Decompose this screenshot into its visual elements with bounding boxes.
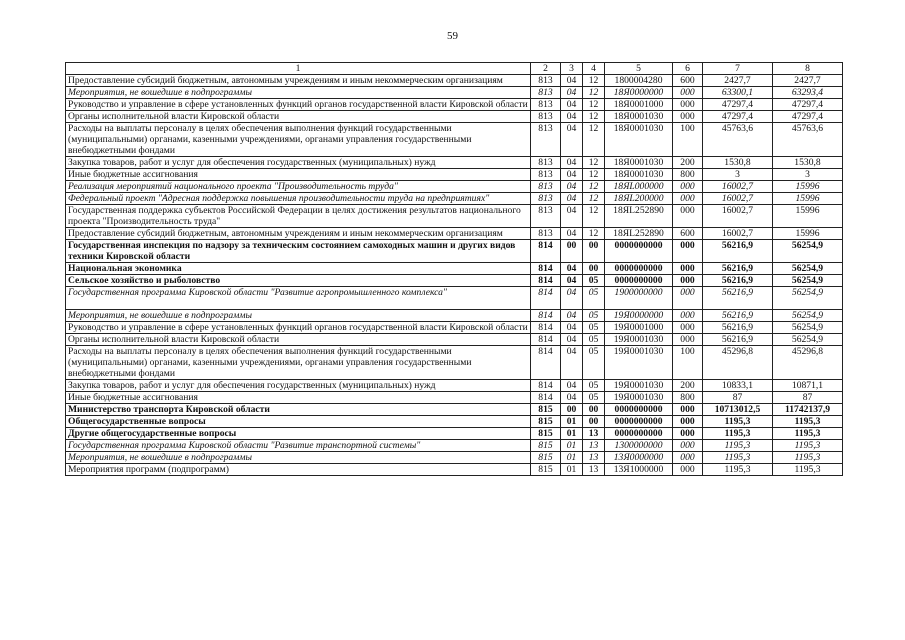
table-row — [66, 87, 843, 99]
cell-expense-type: 000 — [673, 240, 703, 263]
cell-name: Иные бюджетные ассигнования — [66, 169, 531, 181]
cell-amount-year1: 56216,9 — [703, 240, 773, 263]
cell-section: 00 — [561, 404, 583, 416]
cell-target-article: 0000000000 — [605, 275, 673, 287]
table-row — [66, 428, 843, 440]
cell-subsection: 00 — [583, 404, 605, 416]
cell-target-article: 1800004280 — [605, 75, 673, 87]
cell-admin-code: 813 — [531, 111, 561, 123]
table-row — [66, 111, 843, 123]
cell-target-article: 0000000000 — [605, 263, 673, 275]
cell-name: Расходы на выплаты персоналу в целях обеспечения выполнения функций государственными (муниципальными) органами, казенными учреждениями, органами управления государственными внебюджетными фондами — [66, 123, 531, 157]
table-row — [66, 452, 843, 464]
header-cell-3: 3 — [561, 63, 583, 75]
cell-target-article: 19Я0001030 — [605, 392, 673, 404]
cell-expense-type: 000 — [673, 287, 703, 310]
cell-amount-year2: 15996 — [773, 205, 843, 228]
cell-target-article: 0000000000 — [605, 240, 673, 263]
cell-subsection: 05 — [583, 380, 605, 392]
cell-target-article: 19Я0001030 — [605, 346, 673, 380]
cell-amount-year2: 56254,9 — [773, 275, 843, 287]
cell-section: 04 — [561, 334, 583, 346]
cell-amount-year1: 47297,4 — [703, 99, 773, 111]
cell-amount-year2: 1195,3 — [773, 416, 843, 428]
cell-section: 04 — [561, 111, 583, 123]
cell-name: Государственная поддержка субъектов Российской Федерации в целях достижения результатов национального проекта "Производительность труда" — [66, 205, 531, 228]
table-row — [66, 181, 843, 193]
cell-amount-year2: 45296,8 — [773, 346, 843, 380]
table-row — [66, 404, 843, 416]
cell-admin-code: 815 — [531, 428, 561, 440]
cell-expense-type: 000 — [673, 334, 703, 346]
table-row — [66, 334, 843, 346]
cell-amount-year2: 1195,3 — [773, 452, 843, 464]
cell-amount-year1: 56216,9 — [703, 263, 773, 275]
cell-amount-year1: 2427,7 — [703, 75, 773, 87]
cell-name: Министерство транспорта Кировской области — [66, 404, 531, 416]
cell-expense-type: 800 — [673, 392, 703, 404]
cell-name: Мероприятия, не вошедшие в подпрограммы — [66, 452, 531, 464]
cell-expense-type: 000 — [673, 428, 703, 440]
cell-amount-year2: 56254,9 — [773, 334, 843, 346]
cell-target-article: 18Я0000000 — [605, 87, 673, 99]
cell-amount-year2: 56254,9 — [773, 240, 843, 263]
cell-admin-code: 813 — [531, 157, 561, 169]
cell-target-article: 19Я0001000 — [605, 322, 673, 334]
cell-subsection: 13 — [583, 440, 605, 452]
header-cell-1: 1 — [66, 63, 531, 75]
cell-name: Руководство и управление в сфере установленных функций органов государственной власти Кировской области — [66, 99, 531, 111]
cell-admin-code: 815 — [531, 440, 561, 452]
cell-amount-year2: 3 — [773, 169, 843, 181]
cell-expense-type: 800 — [673, 169, 703, 181]
table-row — [66, 123, 843, 157]
cell-admin-code: 815 — [531, 452, 561, 464]
cell-target-article: 1900000000 — [605, 287, 673, 310]
table-row — [66, 169, 843, 181]
cell-section: 01 — [561, 416, 583, 428]
cell-subsection: 13 — [583, 464, 605, 476]
table-row — [66, 75, 843, 87]
cell-subsection: 05 — [583, 310, 605, 322]
cell-subsection: 12 — [583, 205, 605, 228]
cell-amount-year1: 47297,4 — [703, 111, 773, 123]
cell-section: 04 — [561, 287, 583, 310]
header-cell-6: 6 — [673, 63, 703, 75]
cell-name: Закупка товаров, работ и услуг для обеспечения государственных (муниципальных) нужд — [66, 157, 531, 169]
cell-subsection: 13 — [583, 452, 605, 464]
cell-expense-type: 000 — [673, 99, 703, 111]
cell-expense-type: 200 — [673, 380, 703, 392]
table-row — [66, 392, 843, 404]
cell-amount-year2: 56254,9 — [773, 287, 843, 310]
cell-subsection: 05 — [583, 275, 605, 287]
cell-expense-type: 100 — [673, 123, 703, 157]
cell-name: Расходы на выплаты персоналу в целях обеспечения выполнения функций государственными (муниципальными) органами, казенными учреждениями, органами управления государственными внебюджетными фондами — [66, 346, 531, 380]
cell-expense-type: 600 — [673, 228, 703, 240]
cell-name: Руководство и управление в сфере установленных функций органов государственной власти Кировской области — [66, 322, 531, 334]
budget-table-container — [65, 62, 842, 476]
cell-admin-code: 815 — [531, 416, 561, 428]
cell-amount-year1: 16002,7 — [703, 181, 773, 193]
cell-target-article: 0000000000 — [605, 416, 673, 428]
cell-name: Государственная программа Кировской области "Развитие агропромышленного комплекса" — [66, 287, 531, 310]
cell-admin-code: 814 — [531, 334, 561, 346]
cell-amount-year1: 1195,3 — [703, 452, 773, 464]
cell-section: 04 — [561, 275, 583, 287]
cell-name: Закупка товаров, работ и услуг для обеспечения государственных (муниципальных) нужд — [66, 380, 531, 392]
cell-expense-type: 200 — [673, 157, 703, 169]
table-row — [66, 416, 843, 428]
header-cell-2: 2 — [531, 63, 561, 75]
cell-section: 04 — [561, 263, 583, 275]
cell-amount-year2: 1195,3 — [773, 464, 843, 476]
cell-amount-year2: 11742137,9 — [773, 404, 843, 416]
cell-amount-year1: 56216,9 — [703, 275, 773, 287]
cell-section: 04 — [561, 169, 583, 181]
budget-table — [65, 62, 843, 476]
cell-admin-code: 814 — [531, 380, 561, 392]
cell-amount-year1: 16002,7 — [703, 228, 773, 240]
cell-target-article: 18Я0001030 — [605, 123, 673, 157]
cell-target-article: 0000000000 — [605, 404, 673, 416]
cell-subsection: 05 — [583, 287, 605, 310]
cell-amount-year1: 10713012,5 — [703, 404, 773, 416]
cell-subsection: 12 — [583, 181, 605, 193]
cell-admin-code: 814 — [531, 287, 561, 310]
cell-expense-type: 000 — [673, 181, 703, 193]
cell-section: 01 — [561, 452, 583, 464]
cell-admin-code: 813 — [531, 123, 561, 157]
cell-subsection: 12 — [583, 123, 605, 157]
cell-target-article: 18ЯL000000 — [605, 181, 673, 193]
cell-expense-type: 000 — [673, 193, 703, 205]
cell-expense-type: 000 — [673, 440, 703, 452]
cell-section: 01 — [561, 440, 583, 452]
cell-amount-year1: 56216,9 — [703, 287, 773, 310]
cell-amount-year2: 1195,3 — [773, 440, 843, 452]
cell-subsection: 05 — [583, 322, 605, 334]
cell-admin-code: 814 — [531, 346, 561, 380]
cell-admin-code: 813 — [531, 228, 561, 240]
cell-target-article: 18Я0001000 — [605, 99, 673, 111]
cell-target-article: 13Я0000000 — [605, 452, 673, 464]
cell-amount-year1: 56216,9 — [703, 310, 773, 322]
cell-expense-type: 000 — [673, 310, 703, 322]
cell-section: 01 — [561, 464, 583, 476]
cell-name: Мероприятия программ (подпрограмм) — [66, 464, 531, 476]
table-row — [66, 310, 843, 322]
table-header-row — [66, 63, 843, 75]
table-row — [66, 380, 843, 392]
cell-amount-year1: 16002,7 — [703, 205, 773, 228]
cell-amount-year1: 45763,6 — [703, 123, 773, 157]
cell-target-article: 19Я0000000 — [605, 310, 673, 322]
cell-expense-type: 000 — [673, 404, 703, 416]
cell-target-article: 18ЯL252890 — [605, 228, 673, 240]
cell-section: 00 — [561, 240, 583, 263]
cell-amount-year1: 3 — [703, 169, 773, 181]
table-row — [66, 157, 843, 169]
cell-subsection: 05 — [583, 334, 605, 346]
header-cell-4: 4 — [583, 63, 605, 75]
cell-admin-code: 813 — [531, 87, 561, 99]
cell-admin-code: 813 — [531, 169, 561, 181]
cell-name: Реализация мероприятий национального проекта "Производительность труда" — [66, 181, 531, 193]
cell-subsection: 12 — [583, 157, 605, 169]
cell-section: 04 — [561, 75, 583, 87]
cell-amount-year1: 1195,3 — [703, 428, 773, 440]
cell-section: 04 — [561, 310, 583, 322]
table-row — [66, 205, 843, 228]
cell-admin-code: 814 — [531, 275, 561, 287]
cell-expense-type: 600 — [673, 75, 703, 87]
page-number: 59 — [447, 30, 458, 42]
cell-subsection: 12 — [583, 87, 605, 99]
cell-amount-year2: 15996 — [773, 181, 843, 193]
cell-admin-code: 815 — [531, 464, 561, 476]
cell-expense-type: 000 — [673, 87, 703, 99]
cell-name: Предоставление субсидий бюджетным, автономным учреждениям и иным некоммерческим организациям — [66, 228, 531, 240]
cell-subsection: 12 — [583, 111, 605, 123]
cell-amount-year2: 56254,9 — [773, 322, 843, 334]
cell-admin-code: 813 — [531, 193, 561, 205]
cell-subsection: 13 — [583, 428, 605, 440]
cell-subsection: 12 — [583, 75, 605, 87]
cell-admin-code: 813 — [531, 75, 561, 87]
cell-subsection: 12 — [583, 193, 605, 205]
header-cell-8: 8 — [773, 63, 843, 75]
cell-amount-year2: 1195,3 — [773, 428, 843, 440]
cell-target-article: 13Я1000000 — [605, 464, 673, 476]
cell-section: 04 — [561, 193, 583, 205]
cell-amount-year2: 47297,4 — [773, 111, 843, 123]
cell-subsection: 00 — [583, 263, 605, 275]
table-row — [66, 275, 843, 287]
header-cell-5: 5 — [605, 63, 673, 75]
table-row — [66, 464, 843, 476]
cell-section: 04 — [561, 322, 583, 334]
cell-name: Мероприятия, не вошедшие в подпрограммы — [66, 87, 531, 99]
table-row — [66, 322, 843, 334]
cell-name: Сельское хозяйство и рыболовство — [66, 275, 531, 287]
cell-name: Национальная экономика — [66, 263, 531, 275]
cell-name: Предоставление субсидий бюджетным, автономным учреждениям и иным некоммерческим организациям — [66, 75, 531, 87]
cell-expense-type: 000 — [673, 275, 703, 287]
cell-section: 04 — [561, 380, 583, 392]
cell-amount-year1: 87 — [703, 392, 773, 404]
cell-expense-type: 000 — [673, 205, 703, 228]
cell-target-article: 18Я0001030 — [605, 157, 673, 169]
cell-target-article: 18ЯL200000 — [605, 193, 673, 205]
cell-target-article: 18Я0001030 — [605, 169, 673, 181]
cell-subsection: 05 — [583, 392, 605, 404]
cell-section: 04 — [561, 205, 583, 228]
cell-admin-code: 814 — [531, 310, 561, 322]
cell-expense-type: 000 — [673, 464, 703, 476]
cell-name: Федеральный проект "Адресная поддержка повышения производительности труда на предприятиях" — [66, 193, 531, 205]
cell-subsection: 00 — [583, 416, 605, 428]
cell-target-article: 18Я0001030 — [605, 111, 673, 123]
table-row — [66, 228, 843, 240]
cell-name: Органы исполнительной власти Кировской области — [66, 334, 531, 346]
cell-amount-year2: 15996 — [773, 193, 843, 205]
cell-name: Иные бюджетные ассигнования — [66, 392, 531, 404]
cell-target-article: 19Я0001030 — [605, 334, 673, 346]
cell-expense-type: 000 — [673, 322, 703, 334]
header-cell-7: 7 — [703, 63, 773, 75]
cell-admin-code: 814 — [531, 322, 561, 334]
cell-section: 04 — [561, 123, 583, 157]
table-row — [66, 193, 843, 205]
cell-amount-year1: 1195,3 — [703, 440, 773, 452]
cell-subsection: 05 — [583, 346, 605, 380]
cell-name: Государственная программа Кировской области "Развитие транспортной системы" — [66, 440, 531, 452]
cell-amount-year2: 87 — [773, 392, 843, 404]
cell-admin-code: 814 — [531, 392, 561, 404]
cell-subsection: 12 — [583, 228, 605, 240]
cell-subsection: 00 — [583, 240, 605, 263]
cell-target-article: 18ЯL252890 — [605, 205, 673, 228]
cell-section: 04 — [561, 228, 583, 240]
cell-target-article: 0000000000 — [605, 428, 673, 440]
cell-amount-year2: 10871,1 — [773, 380, 843, 392]
cell-amount-year1: 1195,3 — [703, 464, 773, 476]
table-row — [66, 440, 843, 452]
cell-name: Общегосударственные вопросы — [66, 416, 531, 428]
cell-amount-year1: 10833,1 — [703, 380, 773, 392]
cell-expense-type: 100 — [673, 346, 703, 380]
cell-amount-year2: 47297,4 — [773, 99, 843, 111]
table-row — [66, 287, 843, 310]
cell-section: 04 — [561, 99, 583, 111]
cell-amount-year2: 1530,8 — [773, 157, 843, 169]
cell-amount-year1: 16002,7 — [703, 193, 773, 205]
cell-expense-type: 000 — [673, 452, 703, 464]
cell-amount-year1: 1530,8 — [703, 157, 773, 169]
cell-admin-code: 813 — [531, 99, 561, 111]
cell-admin-code: 815 — [531, 404, 561, 416]
cell-amount-year2: 56254,9 — [773, 263, 843, 275]
cell-name: Государственная инспекция по надзору за техническим состоянием самоходных машин и других видов техники Кировской области — [66, 240, 531, 263]
cell-amount-year2: 15996 — [773, 228, 843, 240]
cell-section: 01 — [561, 428, 583, 440]
cell-expense-type: 000 — [673, 416, 703, 428]
cell-target-article: 19Я0001030 — [605, 380, 673, 392]
cell-section: 04 — [561, 87, 583, 99]
cell-expense-type: 000 — [673, 263, 703, 275]
cell-amount-year1: 56216,9 — [703, 334, 773, 346]
cell-name: Органы исполнительной власти Кировской области — [66, 111, 531, 123]
table-row — [66, 263, 843, 275]
cell-section: 04 — [561, 157, 583, 169]
cell-amount-year1: 56216,9 — [703, 322, 773, 334]
cell-expense-type: 000 — [673, 111, 703, 123]
cell-amount-year2: 63293,4 — [773, 87, 843, 99]
cell-amount-year2: 45763,6 — [773, 123, 843, 157]
cell-name: Другие общегосударственные вопросы — [66, 428, 531, 440]
cell-amount-year2: 2427,7 — [773, 75, 843, 87]
cell-admin-code: 813 — [531, 205, 561, 228]
table-row — [66, 99, 843, 111]
cell-subsection: 12 — [583, 99, 605, 111]
cell-amount-year2: 56254,9 — [773, 310, 843, 322]
cell-admin-code: 814 — [531, 263, 561, 275]
table-row — [66, 240, 843, 263]
cell-amount-year1: 63300,1 — [703, 87, 773, 99]
cell-amount-year1: 45296,8 — [703, 346, 773, 380]
cell-admin-code: 814 — [531, 240, 561, 263]
cell-admin-code: 813 — [531, 181, 561, 193]
cell-subsection: 12 — [583, 169, 605, 181]
cell-section: 04 — [561, 392, 583, 404]
cell-name: Мероприятия, не вошедшие в подпрограммы — [66, 310, 531, 322]
table-row — [66, 346, 843, 380]
cell-amount-year1: 1195,3 — [703, 416, 773, 428]
cell-section: 04 — [561, 346, 583, 380]
cell-section: 04 — [561, 181, 583, 193]
cell-target-article: 1300000000 — [605, 440, 673, 452]
